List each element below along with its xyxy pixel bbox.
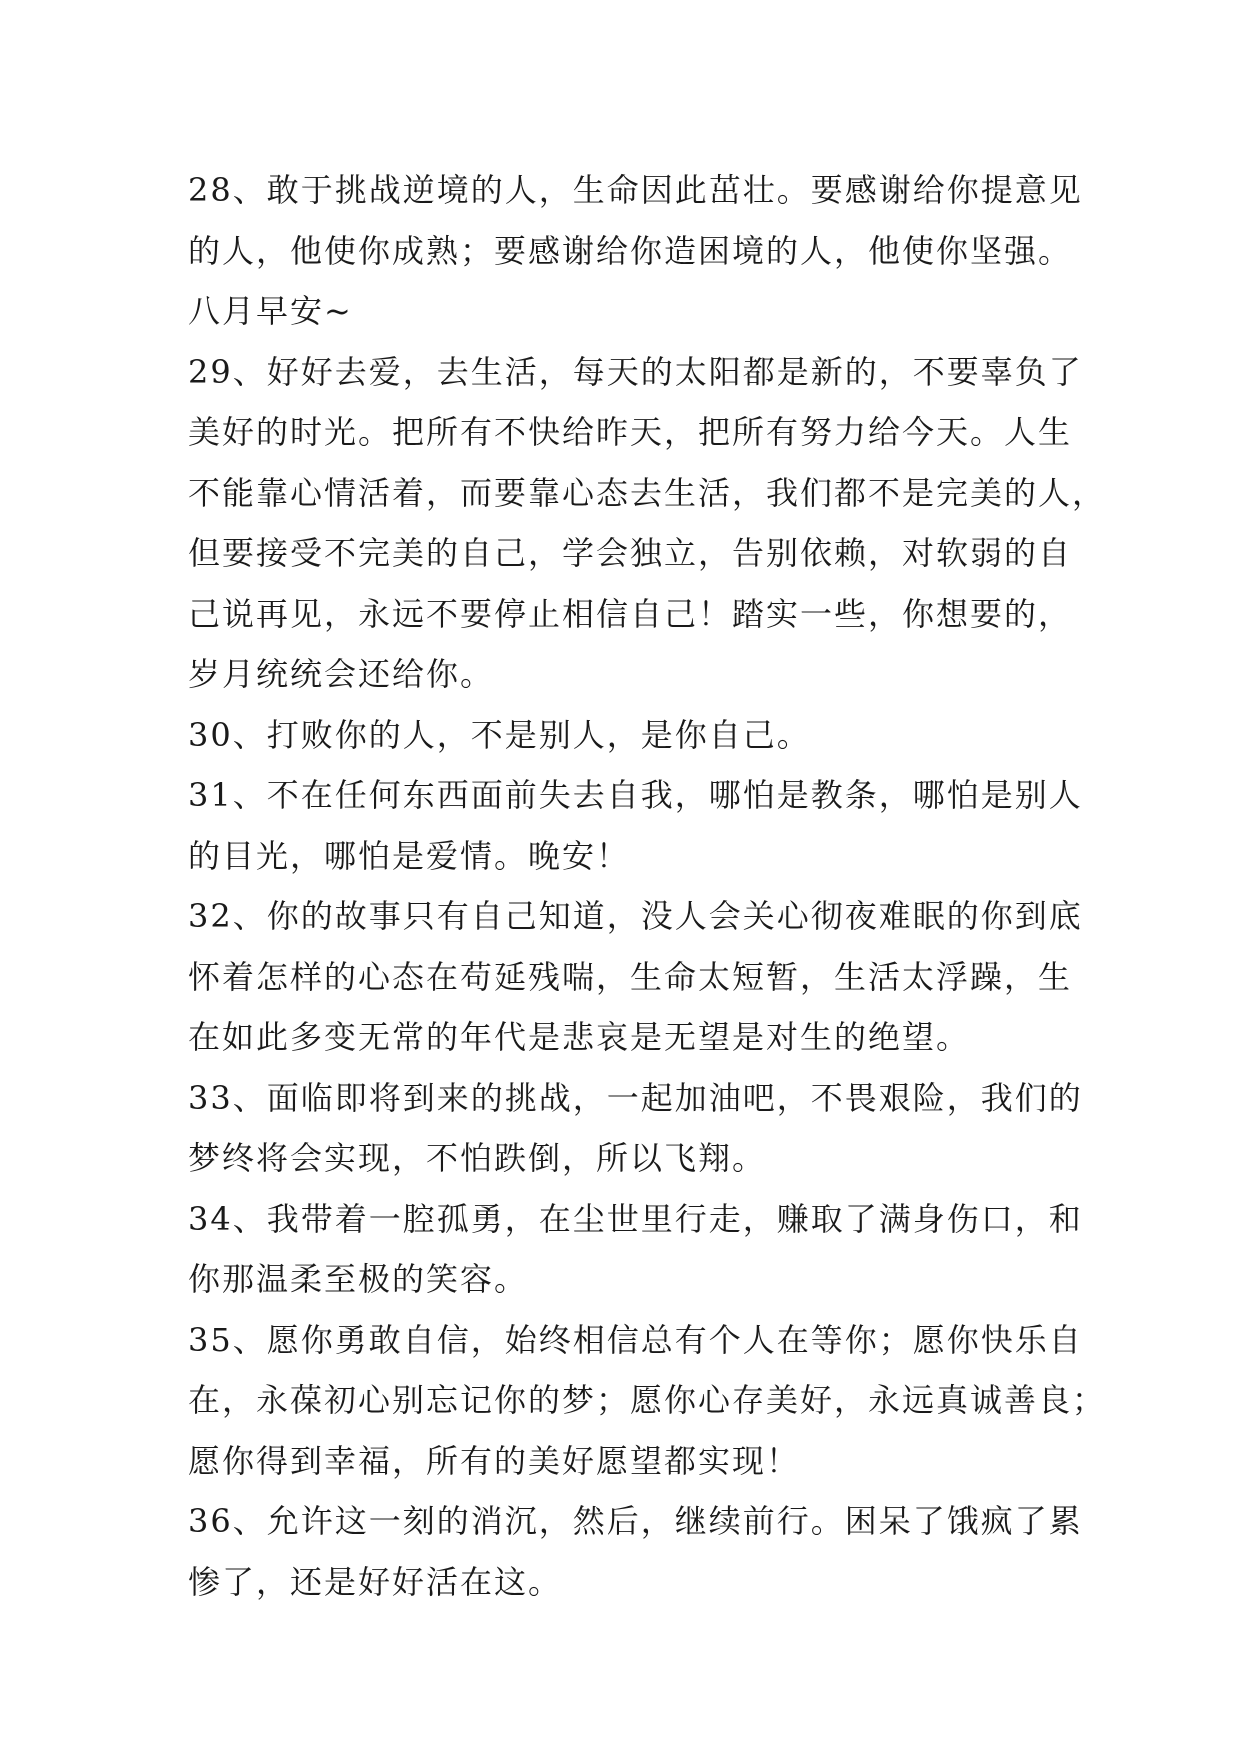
text-line: 愿你得到幸福，所有的美好愿望都实现！: [188, 1441, 801, 1480]
text-line: 己说再见，永远不要停止相信自己！踏实一些，你想要的，: [188, 594, 1073, 633]
text-line: 怀着怎样的心态在苟延残喘，生命太短暂，生活太浮躁，生: [188, 957, 1073, 996]
text-line: 的人，他使你成熟；要感谢给你造困境的人，他使你坚强。: [188, 231, 1073, 270]
text-line: 30、打败你的人，不是别人，是你自己。: [188, 715, 811, 754]
text-line: 梦终将会实现，不怕跌倒，所以飞翔。: [188, 1139, 767, 1177]
text-line: 33、面临即将到来的挑战，一起加油吧，不畏艰险，我们的: [188, 1078, 1083, 1117]
text-line: 34、我带着一腔孤勇，在尘世里行走，赚取了满身伤口，和: [188, 1199, 1083, 1238]
text-line: 不能靠心情活着，而要靠心态去生活，我们都不是完美的人，: [188, 473, 1107, 512]
document-body: [188, 160, 1107, 1612]
text-line: 35、愿你勇敢自信，始终相信总有个人在等你；愿你快乐自: [188, 1320, 1083, 1359]
text-line: 但要接受不完美的自己，学会独立，告别依赖，对软弱的自: [188, 534, 1073, 572]
text-line: 在，永葆初心别忘记你的梦；愿你心存美好，永远真诚善良；: [188, 1381, 1107, 1419]
text-line: 八月早安~: [188, 292, 353, 330]
text-line: 32、你的故事只有自己知道，没人会关心彻夜难眠的你到底: [188, 897, 1083, 935]
text-line: 28、敢于挑战逆境的人，生命因此茁壮。要感谢给你提意见: [188, 171, 1083, 209]
text-line: 你那温柔至极的笑容。: [188, 1260, 529, 1298]
text-line: 在如此多变无常的年代是悲哀是无望是对生的绝望。: [188, 1018, 971, 1056]
text-line: 惨了，还是好好活在这。: [188, 1562, 563, 1601]
text-line: 岁月统统会还给你。: [188, 655, 495, 693]
text-line: 36、允许这一刻的消沉，然后，继续前行。困呆了饿疯了累: [188, 1502, 1083, 1540]
text-line: 的目光，哪怕是爱情。晚安！: [188, 836, 631, 875]
text-line: 美好的时光。把所有不快给昨天，把所有努力给今天。人生: [188, 413, 1073, 451]
text-line: 31、不在任何东西面前失去自我，哪怕是教条，哪怕是别人: [188, 776, 1083, 814]
text-line: 29、好好去爱，去生活，每天的太阳都是新的，不要辜负了: [188, 352, 1083, 391]
